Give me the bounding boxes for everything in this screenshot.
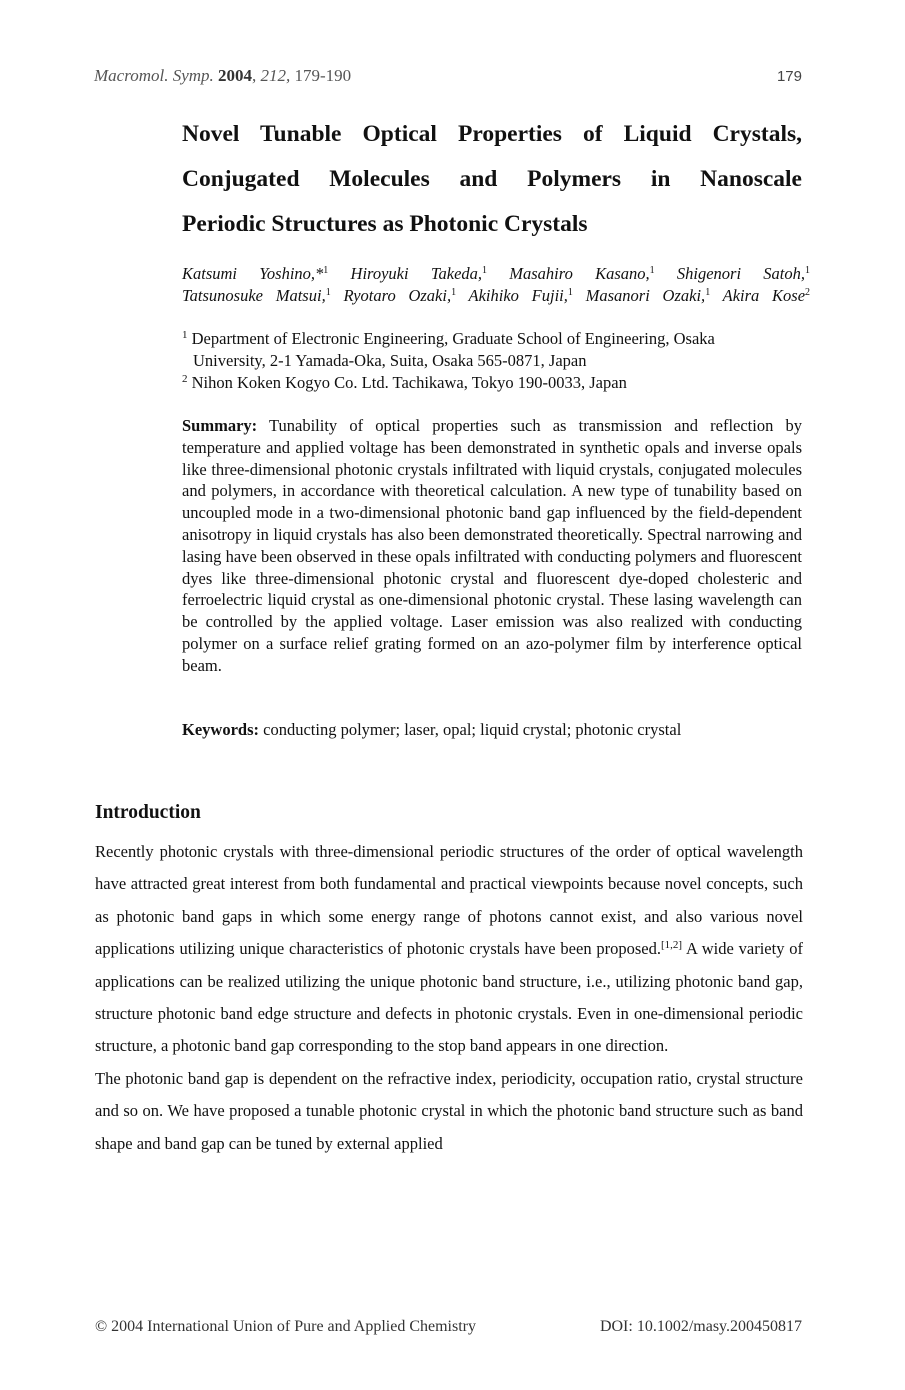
- title-line: Novel Tunable Optical Properties of Liquid Crystals,: [182, 121, 802, 147]
- abstract-text: Tunability of optical properties such as transmission and reflection by temperature and applied voltage has been demonstrated in synthetic opals and inverse opals like three-dimensional photonic crystals infiltrated with liquid crystals, conjugated molecules and polymers, in accordance with theoretical calculation. A new type of tunability based on uncoupled mode in a two-dimensional photonic band gap influenced by the field-dependent anisotropy in liquid crystals has also been demonstrated theoretically. Spectral narrowing and lasing have been observed in these opals infiltrated with conducting polymers and fluorescent dyes like three-dimensional photonic crystal and fluorescent dye-doped cholesteric and ferroelectric liquid crystal as one-dimensional photonic crystal. These lasing wavelength can be controlled by the applied voltage. Laser emission was also realized with conducting polymer on a surface relief grating formed on an azo-polymer film by interference optical beam.: [182, 416, 802, 675]
- affiliation-text: University, 2-1 Yamada-Oka, Suita, Osaka 565-0871, Japan: [193, 351, 587, 370]
- abstract: [182, 415, 802, 677]
- journal-name: Macromol. Symp.: [94, 66, 214, 85]
- author-name: Katsumi Yoshino,*: [182, 264, 324, 283]
- citation-ref: [1,2]: [660, 939, 683, 952]
- author-affil-mark: 1: [451, 287, 457, 298]
- author-name: Masanori Ozaki,: [585, 286, 706, 305]
- author-list: [182, 263, 810, 307]
- author-affil-mark: 1: [649, 265, 655, 276]
- author-line: [182, 285, 810, 307]
- title-line: Periodic Structures as Photonic Crystals: [182, 211, 588, 237]
- author-name: Tatsunosuke Matsui,: [182, 286, 326, 305]
- author-affil-mark: 1: [325, 287, 331, 298]
- affiliation-mark: 1: [182, 329, 188, 341]
- author-affil-mark: 2: [805, 287, 811, 298]
- journal-year: 2004: [218, 66, 253, 85]
- author-affil-mark: 1: [705, 287, 711, 298]
- copyright-notice: © 2004 International Union of Pure and Applied Chemistry: [95, 1318, 476, 1335]
- paper-title: [182, 112, 802, 247]
- author-name: Akira Kose: [722, 286, 806, 305]
- journal-pages: 179-190: [294, 66, 352, 85]
- page-number: 179: [776, 68, 802, 85]
- author-name: Ryotaro Ozaki,: [343, 286, 452, 305]
- author-affil-mark: 1: [805, 265, 810, 276]
- affiliation-text: Nihon Koken Kogyo Co. Ltd. Tachikawa, Tokyo 190-0033, Japan: [191, 373, 627, 392]
- author-name: Masahiro Kasano,: [509, 264, 650, 283]
- section-heading: Introduction: [95, 802, 201, 823]
- affiliation-text: Department of Electronic Engineering, Graduate School of Engineering, Osaka: [191, 329, 715, 348]
- author-affil-mark: 1: [482, 265, 488, 276]
- affiliation-2: [182, 372, 802, 394]
- author-line: [182, 263, 810, 285]
- author-name: Shigenori Satoh,: [676, 264, 805, 283]
- keywords: [182, 720, 802, 740]
- title-line: Conjugated Molecules and Polymers in Nanoscale: [182, 166, 802, 192]
- paragraph-text: Recently photonic crystals with three-dimensional periodic structures of the order of optical wavelength have attracted great interest from both fundamental and practical viewpoints because novel concepts, such as photonic band gaps in which some energy range of photons cannot exist, and also various novel applications utilizing unique characteristics of photonic crystals have been proposed.: [95, 842, 803, 959]
- author-name: Hiroyuki Takeda,: [350, 264, 483, 283]
- keywords-label: Keywords:: [182, 720, 259, 739]
- author-affil-mark: 1: [567, 287, 573, 298]
- paragraph: The photonic band gap is dependent on the refractive index, periodicity, occupation ratio, crystal structure and so on. We have proposed a tunable photonic crystal in which the photonic band structure such as band shape and band gap can be tuned by external applied: [95, 1068, 803, 1153]
- paragraph: [95, 836, 803, 1063]
- affiliation-mark: 2: [182, 373, 188, 385]
- affiliations: [182, 328, 802, 394]
- keywords-text: conducting polymer; laser, opal; liquid crystal; photonic crystal: [263, 720, 682, 739]
- abstract-label: Summary:: [182, 416, 258, 435]
- paragraph-text: A wide variety of applications can be realized utilizing the unique photonic band structure, i.e., utilizing photonic band gap, structure photonic band edge structure and defects in photonic crystals. Even in one-dimensional periodic structure, a photonic band gap corresponding to the stop band appears in one direction.: [95, 939, 803, 1056]
- journal-volume: 212,: [260, 66, 291, 85]
- doi: DOI: 10.1002/masy.200450817: [599, 1318, 802, 1335]
- author-name: Akihiko Fujii,: [468, 286, 568, 305]
- affiliation-1: [182, 328, 802, 372]
- journal-citation: Macromol. Symp. 2004, 212, 179-190: [94, 66, 352, 85]
- author-affil-mark: 1: [323, 265, 329, 276]
- introduction-body: [95, 836, 803, 1160]
